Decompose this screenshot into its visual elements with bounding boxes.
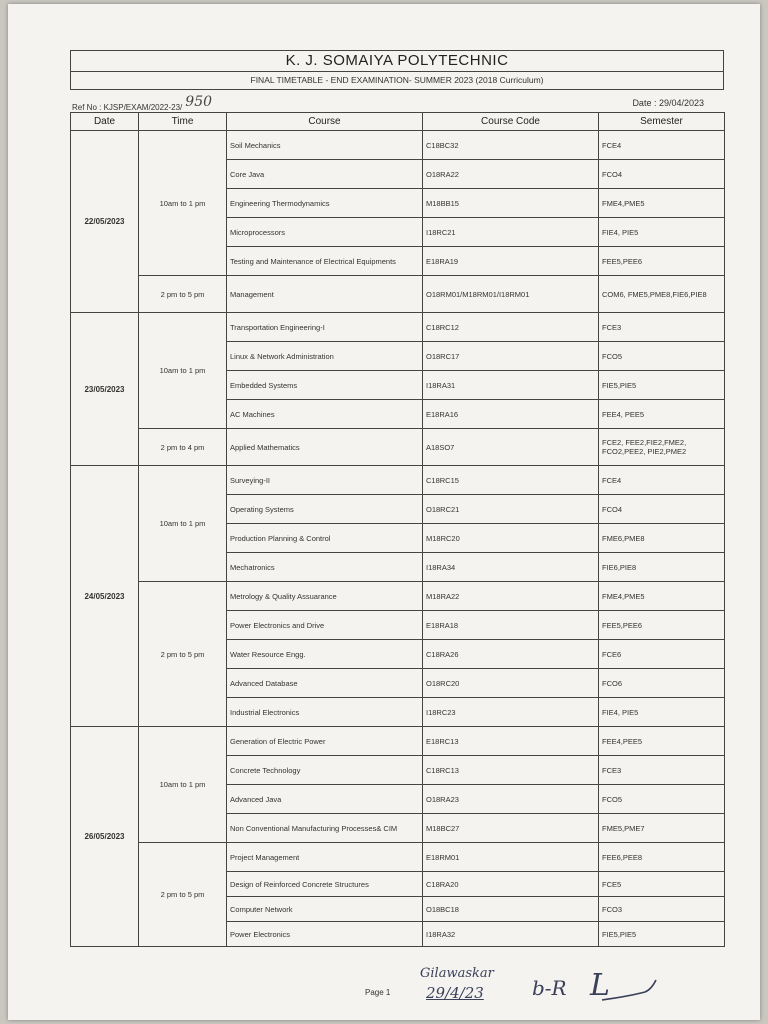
course-code-cell: O18RA23 — [423, 785, 599, 814]
exam-time-cell: 2 pm to 5 pm — [139, 843, 227, 947]
reference-label: Ref No : KJSP/EXAM/2022-23/ — [72, 103, 183, 112]
semester-cell: FEE6,PEE8 — [599, 843, 725, 872]
semester-cell: FCO5 — [599, 342, 725, 371]
course-cell: Operating Systems — [227, 495, 423, 524]
course-code-cell: C18RA26 — [423, 640, 599, 669]
course-cell: Power Electronics — [227, 922, 423, 947]
column-header-date: Date — [71, 113, 139, 131]
issue-date: Date : 29/04/2023 — [632, 98, 704, 108]
course-cell: Metrology & Quality Assuarance — [227, 582, 423, 611]
table-row — [71, 276, 725, 313]
semester-cell: FCE6 — [599, 640, 725, 669]
course-code-cell: I18RC21 — [423, 218, 599, 247]
course-cell: AC Machines — [227, 400, 423, 429]
semester-cell: FCE4 — [599, 131, 725, 160]
timetable-subtitle: FINAL TIMETABLE - END EXAMINATION- SUMMER 2023 (2018 Curriculum) — [70, 71, 724, 90]
semester-cell: FEE4,PEE5 — [599, 727, 725, 756]
course-code-cell: O18RC20 — [423, 669, 599, 698]
course-cell: Power Electronics and Drive — [227, 611, 423, 640]
semester-cell: FME6,PME8 — [599, 524, 725, 553]
course-cell: Water Resource Engg. — [227, 640, 423, 669]
course-code-cell: O18RA22 — [423, 160, 599, 189]
semester-cell: FIE5,PIE5 — [599, 922, 725, 947]
course-cell: Surveying-II — [227, 466, 423, 495]
table-header-row — [71, 113, 725, 131]
course-cell: Non Conventional Manufacturing Processes& CIM — [227, 814, 423, 843]
table-row — [71, 582, 725, 611]
semester-cell: FCO5 — [599, 785, 725, 814]
course-code-cell: E18RC13 — [423, 727, 599, 756]
course-cell: Project Management — [227, 843, 423, 872]
semester-cell: FCE4 — [599, 466, 725, 495]
reference-number — [72, 94, 213, 114]
page-footer — [0, 960, 768, 1020]
course-cell: Design of Reinforced Concrete Structures — [227, 872, 423, 897]
exam-time-cell: 10am to 1 pm — [139, 466, 227, 582]
semester-cell: FEE4, PEE5 — [599, 400, 725, 429]
semester-cell: FIE6,PIE8 — [599, 553, 725, 582]
semester-cell: FIE4, PIE5 — [599, 698, 725, 727]
semester-cell: COM6, FME5,PME8,FIE6,PIE8 — [599, 276, 725, 313]
column-header-course: Course — [227, 113, 423, 131]
course-code-cell: M18RA22 — [423, 582, 599, 611]
semester-cell: FIE4, PIE5 — [599, 218, 725, 247]
exam-date-cell: 22/05/2023 — [71, 131, 139, 313]
semester-cell: FCO4 — [599, 495, 725, 524]
institution-title: K. J. SOMAIYA POLYTECHNIC — [70, 50, 724, 71]
semester-cell: FME5,PME7 — [599, 814, 725, 843]
course-cell: Linux & Network Administration — [227, 342, 423, 371]
course-code-cell: E18RA18 — [423, 611, 599, 640]
semester-cell: FCE3 — [599, 756, 725, 785]
course-cell: Advanced Database — [227, 669, 423, 698]
course-code-cell: M18BC27 — [423, 814, 599, 843]
course-cell: Engineering Thermodynamics — [227, 189, 423, 218]
course-code-cell: E18RA19 — [423, 247, 599, 276]
course-code-cell: C18RA20 — [423, 872, 599, 897]
signature-1: Gilawaskar — [420, 966, 494, 981]
course-code-cell: E18RM01 — [423, 843, 599, 872]
reference-row — [70, 90, 724, 112]
semester-cell: FME4,PME5 — [599, 582, 725, 611]
course-code-cell: I18RA31 — [423, 371, 599, 400]
semester-cell: FCE2, FEE2,FIE2,FME2, FCO2,PEE2, PIE2,PME2 — [599, 429, 725, 466]
table-row — [71, 466, 725, 495]
table-row — [71, 843, 725, 872]
course-code-cell: E18RA16 — [423, 400, 599, 429]
table-row — [71, 131, 725, 160]
exam-date-cell: 24/05/2023 — [71, 466, 139, 727]
table-row — [71, 313, 725, 342]
semester-cell: FEE5,PEE6 — [599, 611, 725, 640]
semester-cell: FCO6 — [599, 669, 725, 698]
course-code-cell: C18RC15 — [423, 466, 599, 495]
course-code-cell: O18BC18 — [423, 897, 599, 922]
exam-time-cell: 10am to 1 pm — [139, 313, 227, 429]
course-cell: Generation of Electric Power — [227, 727, 423, 756]
exam-time-cell: 10am to 1 pm — [139, 727, 227, 843]
semester-cell: FIE5,PIE5 — [599, 371, 725, 400]
exam-date-cell: 26/05/2023 — [71, 727, 139, 947]
table-row — [71, 429, 725, 466]
timetable-body — [71, 131, 725, 947]
course-code-cell: M18BB15 — [423, 189, 599, 218]
course-cell: Core Java — [227, 160, 423, 189]
semester-cell: FCE5 — [599, 872, 725, 897]
semester-cell: FCE3 — [599, 313, 725, 342]
course-cell: Management — [227, 276, 423, 313]
reference-handwritten-number: 950 — [185, 94, 213, 110]
course-cell: Transportation Engineering-I — [227, 313, 423, 342]
table-row — [71, 727, 725, 756]
column-header-semester: Semester — [599, 113, 725, 131]
exam-time-cell: 2 pm to 5 pm — [139, 276, 227, 313]
signature-2: b-R — [532, 976, 567, 1000]
page-number: Page 1 — [365, 988, 391, 997]
timetable-document — [70, 50, 724, 947]
course-code-cell: A18SO7 — [423, 429, 599, 466]
exam-time-cell: 10am to 1 pm — [139, 131, 227, 276]
semester-cell: FCO3 — [599, 897, 725, 922]
course-cell: Mechatronics — [227, 553, 423, 582]
course-code-cell: I18RA34 — [423, 553, 599, 582]
signature-1-date: 29/4/23 — [426, 984, 484, 1002]
course-code-cell: C18RC12 — [423, 313, 599, 342]
course-code-cell: O18RC21 — [423, 495, 599, 524]
course-cell: Testing and Maintenance of Electrical Equipments — [227, 247, 423, 276]
course-cell: Soil Mechanics — [227, 131, 423, 160]
course-cell: Concrete Technology — [227, 756, 423, 785]
course-code-cell: O18RC17 — [423, 342, 599, 371]
column-header-course-code: Course Code — [423, 113, 599, 131]
column-header-time: Time — [139, 113, 227, 131]
exam-time-cell: 2 pm to 4 pm — [139, 429, 227, 466]
course-cell: Applied Mathematics — [227, 429, 423, 466]
signature-3: L — [590, 968, 610, 1003]
course-cell: Advanced Java — [227, 785, 423, 814]
document-page — [8, 4, 760, 1020]
course-cell: Computer Network — [227, 897, 423, 922]
semester-cell: FCO4 — [599, 160, 725, 189]
course-code-cell: I18RC23 — [423, 698, 599, 727]
exam-timetable — [70, 112, 725, 947]
semester-cell: FME4,PME5 — [599, 189, 725, 218]
course-code-cell: I18RA32 — [423, 922, 599, 947]
course-cell: Production Planning & Control — [227, 524, 423, 553]
course-code-cell: O18RM01/M18RM01/I18RM01 — [423, 276, 599, 313]
course-cell: Microprocessors — [227, 218, 423, 247]
course-code-cell: C18RC13 — [423, 756, 599, 785]
exam-time-cell: 2 pm to 5 pm — [139, 582, 227, 727]
course-code-cell: M18RC20 — [423, 524, 599, 553]
course-cell: Embedded Systems — [227, 371, 423, 400]
course-cell: Industrial Electronics — [227, 698, 423, 727]
course-code-cell: C18BC32 — [423, 131, 599, 160]
exam-date-cell: 23/05/2023 — [71, 313, 139, 466]
signature-3-stroke — [600, 978, 660, 1004]
semester-cell: FEE5,PEE6 — [599, 247, 725, 276]
